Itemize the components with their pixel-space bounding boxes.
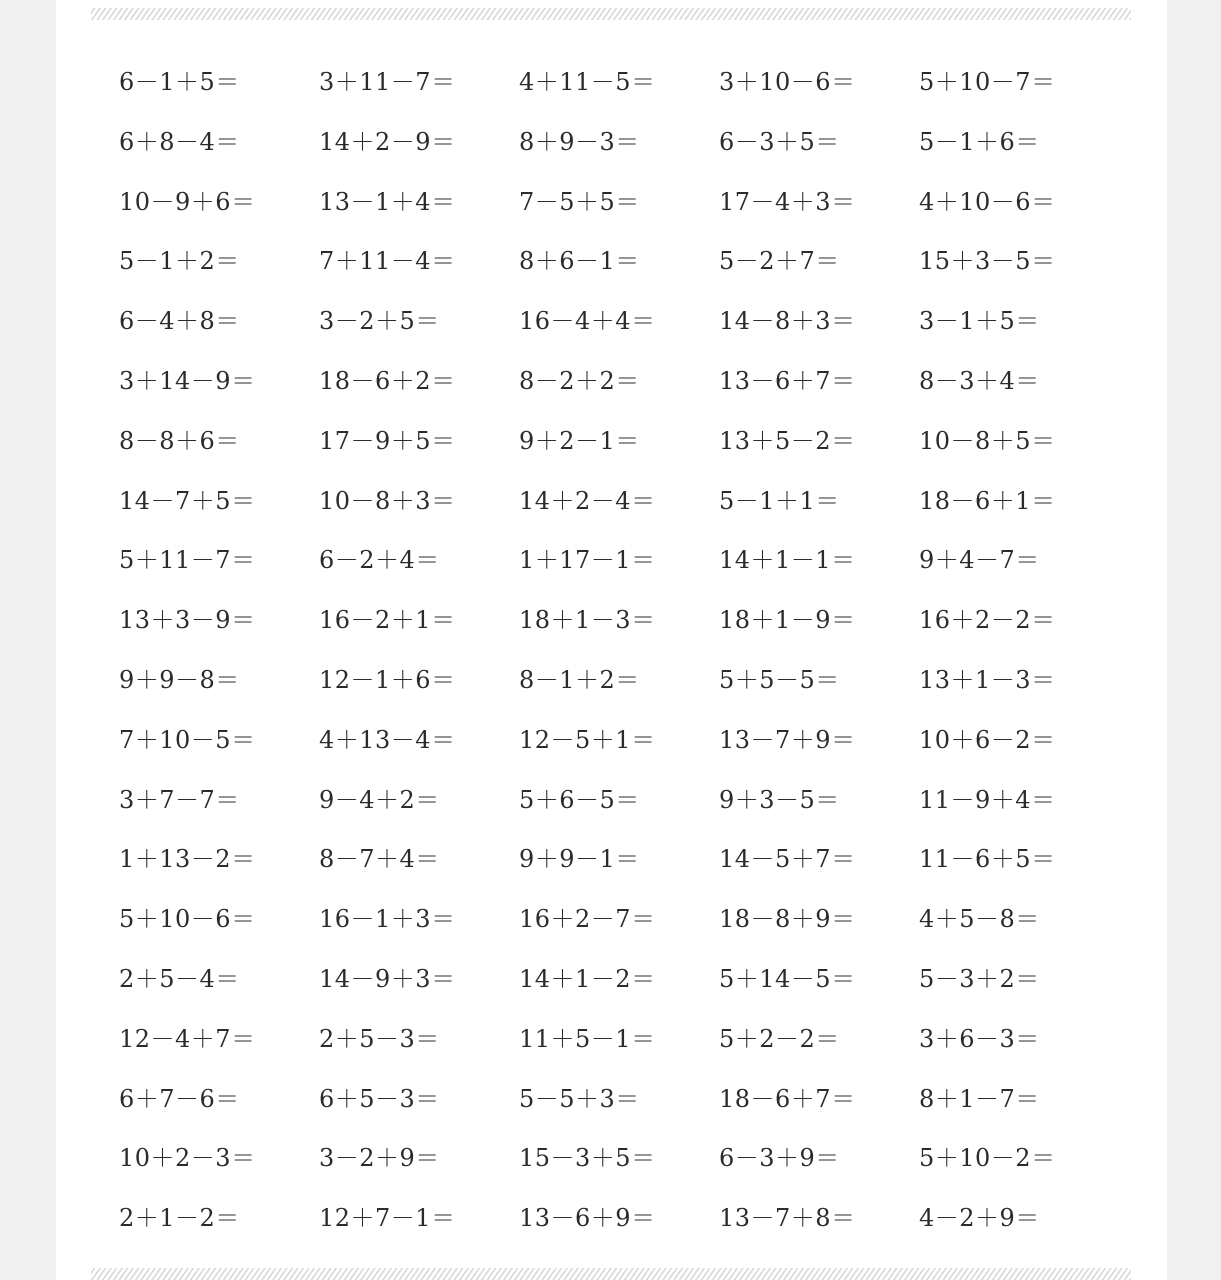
math-problem: 14－8＋3＝ [719,307,856,336]
math-problem: 6－3＋5＝ [719,127,840,156]
math-problem: 9＋2－1＝ [519,426,640,455]
math-problem: 2＋1－2＝ [119,1204,240,1233]
math-problem: 13－1＋4＝ [319,187,456,216]
math-problem: 8－8＋6＝ [119,426,240,455]
math-problem: 10－8＋5＝ [919,426,1056,455]
math-problem: 4＋11－5＝ [519,68,656,96]
math-problem: 14－9＋3＝ [319,964,456,993]
math-problem: 5＋10－6＝ [119,905,256,934]
math-problem: 13－6＋9＝ [519,1204,656,1233]
math-problem: 12＋7－1＝ [319,1204,456,1233]
math-problem: 6＋8－4＝ [119,127,240,156]
math-problem: 12－5＋1＝ [519,725,656,754]
math-problem: 5＋5－5＝ [719,665,840,694]
math-problem: 12－1＋6＝ [319,665,456,694]
math-problem: 17－9＋5＝ [319,426,456,455]
math-problem: 8－2＋2＝ [519,366,640,395]
math-problem: 7－5＋5＝ [519,187,640,216]
math-problem: 18＋1－3＝ [519,606,656,635]
math-problem: 2＋5－4＝ [119,964,240,993]
math-problem: 6－4＋8＝ [119,307,240,336]
math-problem: 14－5＋7＝ [719,845,856,874]
math-problem: 16－1＋3＝ [319,905,456,934]
math-problem: 3－2＋9＝ [319,1144,440,1173]
math-problem: 8＋9－3＝ [519,127,640,156]
bottom-hatched-border [91,1268,1131,1280]
math-problem: 5＋10－7＝ [919,68,1056,96]
math-problem: 5－1＋1＝ [719,486,840,515]
math-problem: 4＋13－4＝ [319,725,456,754]
math-problem: 16＋2－7＝ [519,905,656,934]
math-problem: 3＋14－9＝ [119,366,256,395]
math-problem: 14＋1－1＝ [719,546,856,575]
math-problem: 13－7＋8＝ [719,1204,856,1233]
math-problem: 15＋3－5＝ [919,247,1056,276]
math-problem: 10－8＋3＝ [319,486,456,515]
math-problem: 7＋10－5＝ [119,725,256,754]
math-problem: 1＋13－2＝ [119,845,256,874]
math-problem: 17－4＋3＝ [719,187,856,216]
math-problem: 8－1＋2＝ [519,665,640,694]
math-problem: 8＋6－1＝ [519,247,640,276]
math-problem: 5＋6－5＝ [519,785,640,814]
math-problem: 14＋2－4＝ [519,486,656,515]
math-problem: 14＋1－2＝ [519,964,656,993]
math-problem: 10－9＋6＝ [119,187,256,216]
math-problem: 3＋10－6＝ [719,68,856,96]
math-problem: 2＋5－3＝ [319,1024,440,1053]
math-problem: 10＋6－2＝ [919,725,1056,754]
math-problem: 11＋5－1＝ [519,1024,656,1053]
top-hatched-border [91,8,1131,20]
math-problem: 7＋11－4＝ [319,247,456,276]
math-problem: 5－1＋2＝ [119,247,240,276]
math-problem: 9＋3－5＝ [719,785,840,814]
math-problem: 3＋6－3＝ [919,1024,1040,1053]
math-problem: 5－2＋7＝ [719,247,840,276]
math-problem: 5＋2－2＝ [719,1024,840,1053]
math-problem: 4－2＋9＝ [919,1204,1040,1233]
math-problem: 6－1＋5＝ [119,68,240,96]
math-problem: 18－8＋9＝ [719,905,856,934]
math-problem: 13＋3－9＝ [119,606,256,635]
math-problem: 6＋5－3＝ [319,1084,440,1113]
math-problem: 6－2＋4＝ [319,546,440,575]
math-problem: 14＋2－9＝ [319,127,456,156]
math-problem: 14－7＋5＝ [119,486,256,515]
math-problem: 3＋7－7＝ [119,785,240,814]
math-problem: 5＋11－7＝ [119,546,256,575]
math-problem: 16＋2－2＝ [919,606,1056,635]
math-problem: 3－2＋5＝ [319,307,440,336]
math-problem: 4＋5－8＝ [919,905,1040,934]
math-problem: 5－3＋2＝ [919,964,1040,993]
math-problem: 9＋4－7＝ [919,546,1040,575]
math-problem: 4＋10－6＝ [919,187,1056,216]
math-problem: 8－3＋4＝ [919,366,1040,395]
math-problem: 13－6＋7＝ [719,366,856,395]
math-problem: 5＋14－5＝ [719,964,856,993]
math-problem: 8－7＋4＝ [319,845,440,874]
math-problem: 18＋1－9＝ [719,606,856,635]
math-problem: 18－6＋7＝ [719,1084,856,1113]
math-problem: 9＋9－1＝ [519,845,640,874]
math-problem: 5＋10－2＝ [919,1144,1056,1173]
math-problem: 9＋9－8＝ [119,665,240,694]
math-problem: 5－5＋3＝ [519,1084,640,1113]
math-problem: 11－9＋4＝ [919,785,1056,814]
math-problem: 6＋7－6＝ [119,1084,240,1113]
math-problem: 13＋1－3＝ [919,665,1056,694]
math-problem: 18－6＋2＝ [319,366,456,395]
math-problem: 6－3＋9＝ [719,1144,840,1173]
math-problem: 16－4＋4＝ [519,307,656,336]
math-problem: 12－4＋7＝ [119,1024,256,1053]
math-problem: 5－1＋6＝ [919,127,1040,156]
math-problem: 16－2＋1＝ [319,606,456,635]
math-problem: 13－7＋9＝ [719,725,856,754]
math-problem: 1＋17－1＝ [519,546,656,575]
math-problem: 13＋5－2＝ [719,426,856,455]
math-problem: 11－6＋5＝ [919,845,1056,874]
math-problem: 3＋11－7＝ [319,68,456,96]
math-problem: 9－4＋2＝ [319,785,440,814]
math-problem: 15－3＋5＝ [519,1144,656,1173]
math-problem: 8＋1－7＝ [919,1084,1040,1113]
math-problem: 18－6＋1＝ [919,486,1056,515]
arithmetic-problem-grid [119,53,1119,1249]
math-problem: 3－1＋5＝ [919,307,1040,336]
math-problem: 10＋2－3＝ [119,1144,256,1173]
